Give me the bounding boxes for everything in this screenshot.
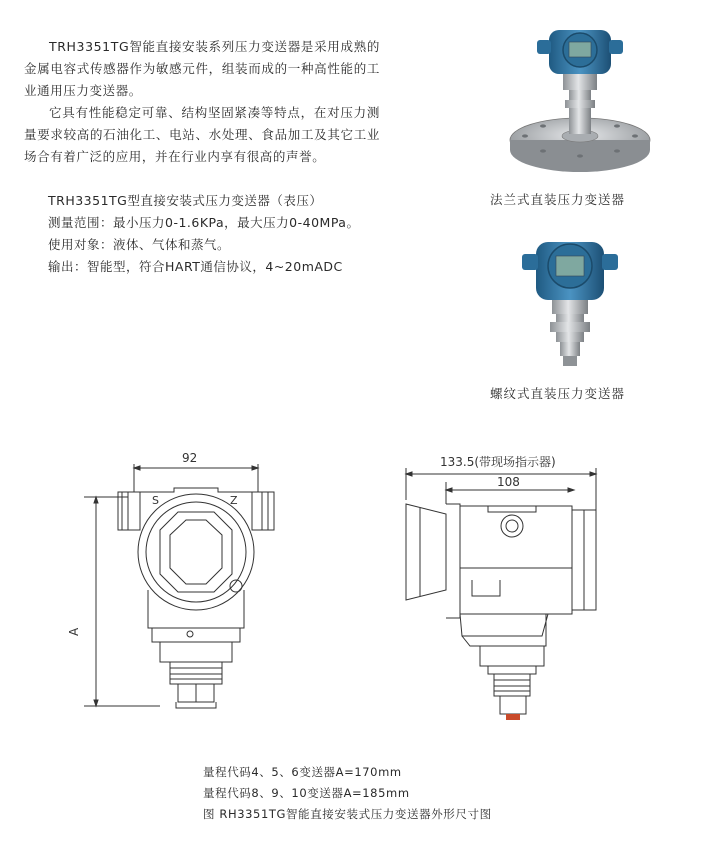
front-view: [67, 451, 274, 708]
flange-transmitter-caption: 法兰式直装压力变送器: [490, 192, 626, 207]
spec-output: 输出：智能型，符合HART通信协议，4~20mADC: [48, 259, 343, 274]
side-width-label: 108: [497, 475, 520, 489]
intro-paragraph-2: 它具有性能稳定可靠、结构坚固紧凑等特点，在对压力测量要求较高的石油化工、电站、水处理、食品加工及其它工业场合有着广泛的应用，并在行业内享有很高的声誉。: [24, 105, 380, 164]
flange-transmitter-photo: [505, 18, 655, 178]
intro-paragraph-1: TRH3351TG智能直接安装系列压力变送器是采用成熟的金属电容式传感器作为敏感元件，组装而成的一种高性能的工业通用压力变送器。: [24, 39, 380, 98]
figure-caption: 图 RH3351TG智能直接安装式压力变送器外形尺寸图: [203, 807, 492, 821]
note-range-code-1: 量程代码4、5、6变送器A=170mm: [203, 765, 402, 779]
thread-transmitter-caption: 螺纹式直装压力变送器: [490, 386, 626, 401]
front-width-label: 92: [182, 451, 198, 465]
spec-model: TRH3351TG型直接安装式压力变送器（表压）: [48, 193, 323, 208]
side-view: [406, 454, 596, 720]
dimension-drawing: [0, 440, 721, 760]
mark-z: Z: [230, 494, 238, 507]
spec-range: 测量范围：最小压力0-1.6KPa，最大压力0-40MPa。: [48, 215, 360, 230]
drawing-notes: [203, 762, 492, 825]
intro-text: [24, 36, 380, 168]
spec-list: [48, 190, 359, 278]
side-width-label-display: 133.5(带现场指示器): [440, 455, 556, 469]
note-range-code-2: 量程代码8、9、10变送器A=185mm: [203, 786, 410, 800]
height-label: A: [67, 627, 81, 636]
mark-s: S: [152, 494, 159, 507]
thread-transmitter-photo: [510, 222, 630, 372]
spec-usage: 使用对象：液体、气体和蒸气。: [48, 237, 231, 252]
